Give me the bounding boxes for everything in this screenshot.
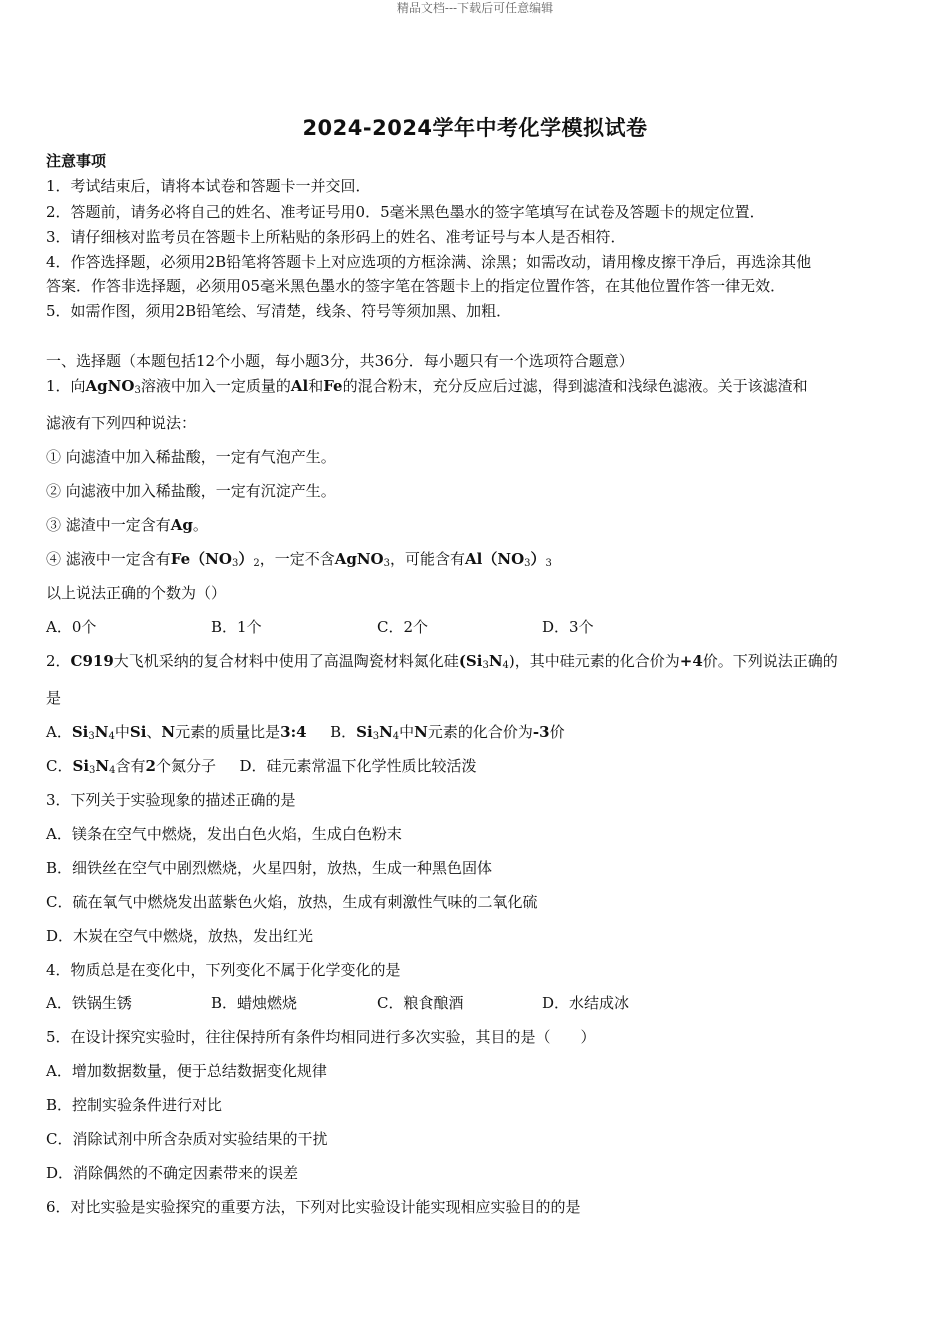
option-a: A．铁锅生锈 <box>46 994 132 1012</box>
option-c: C．消除试剂中所含杂质对实验结果的干扰 <box>46 1130 328 1148</box>
option-b: B．1个 <box>211 618 262 636</box>
question-2-options-ab: A．$Si_3N_4$中Si、N元素的质量比是3:4 B．$Si_3N_4$中N元素的化合价为-3价 <box>46 723 565 742</box>
option-b: B．控制实验条件进行对比 <box>46 1096 223 1114</box>
page-title: 2024-2024学年中考化学模拟试卷 <box>302 116 648 140</box>
question-6-stem: 6．对比实验是实验探究的重要方法，下列对比实验设计能实现相应实验目的的是 <box>46 1198 581 1216</box>
statement-3: ③ 滤渣中一定含有Ag。 <box>46 516 208 534</box>
option-d: D．消除偶然的不确定因素带来的误差 <box>46 1164 299 1182</box>
option-b: B．细铁丝在空气中剧烈燃烧，火星四射，放热，生成一种黑色固体 <box>46 859 493 877</box>
question-2-stem: 2．C919大飞机采纳的复合材料中使用了高温陶瓷材料氮化硅$(Si_3N_4)$，其中硅元素的化合价为+4价。下列说法正确的 <box>46 652 838 671</box>
option-b: B．蜡烛燃烧 <box>211 994 298 1012</box>
question-3-stem: 3．下列关于实验现象的描述正确的是 <box>46 791 296 809</box>
option-d: D．木炭在空气中燃烧，放热，发出红光 <box>46 927 314 945</box>
notice-heading: 注意事项 <box>46 152 107 170</box>
question-2-stem-cont: 是 <box>46 689 62 707</box>
option-a: A．镁条在空气中燃烧，发出白色火焰，生成白色粉末 <box>46 825 402 843</box>
statement-2: ② 向滤液中加入稀盐酸，一定有沉淀产生。 <box>46 482 336 500</box>
option-a: A．增加数据数量，便于总结数据变化规律 <box>46 1062 327 1080</box>
notice-item: 1．考试结束后，请将本试卷和答题卡一并交回． <box>46 177 371 195</box>
notice-item: 4．作答选择题，必须用2B铅笔将答题卡上对应选项的方框涂满、涂黑；如需改动，请用橡皮擦干净后，再选涂其他 <box>46 253 812 271</box>
question-2-options-cd: C．$Si_3N_4$含有2个氮分子 D．硅元素常温下化学性质比较活泼 <box>46 757 477 776</box>
statement-1: ① 向滤渣中加入稀盐酸，一定有气泡产生。 <box>46 448 336 466</box>
question-1-ask: 以上说法正确的个数为（） <box>46 584 227 602</box>
option-c: C．粮食酿酒 <box>377 994 464 1012</box>
notice-item: 5．如需作图，须用2B铅笔绘、写清楚，线条、符号等须加黑、加粗． <box>46 302 512 320</box>
option-d: D．3个 <box>542 618 594 636</box>
statement-4: ④ 滤液中一定含有$Fe(NO_3)_2$，一定不含AgNO$_3$，可能含有$Al(NO_3)_3$ <box>46 550 552 569</box>
notice-item: 2．答题前，请务必将自己的姓名、准考证号用0．5毫米黑色墨水的签字笔填写在试卷及答题卡的规定位置． <box>46 203 765 221</box>
question-4-stem: 4．物质总是在变化中，下列变化不属于化学变化的是 <box>46 961 401 979</box>
question-1-stem: 1．向AgNO$_3$溶液中加入一定质量的Al和Fe的混合粉末，充分反应后过滤，得到滤渣和浅绿色滤液。关于该滤渣和 <box>46 377 808 396</box>
question-1-stem-cont: 滤液有下列四种说法： <box>46 414 197 432</box>
option-d: D．水结成冰 <box>542 994 630 1012</box>
option-c: C．硫在氧气中燃烧发出蓝紫色火焰，放热，生成有刺激性气味的二氧化硫 <box>46 893 538 911</box>
notice-item: 答案．作答非选择题，必须用05毫米黑色墨水的签字笔在答题卡上的指定位置作答，在其他位置作答一律无效． <box>46 277 786 295</box>
section-heading: 一、选择题（本题包括12个小题，每小题3分，共36分．每小题只有一个选项符合题意） <box>46 352 634 370</box>
option-c: C．2个 <box>377 618 429 636</box>
header-note: 精品文档---下载后可任意编辑 <box>396 1 554 15</box>
option-a: A．0个 <box>46 618 97 636</box>
notice-item: 3．请仔细核对监考员在答题卡上所粘贴的条形码上的姓名、准考证号与本人是否相符． <box>46 228 626 246</box>
question-5-stem: 5．在设计探究实验时，往往保持所有条件均相同进行多次实验，其目的是（ ） <box>46 1028 596 1046</box>
